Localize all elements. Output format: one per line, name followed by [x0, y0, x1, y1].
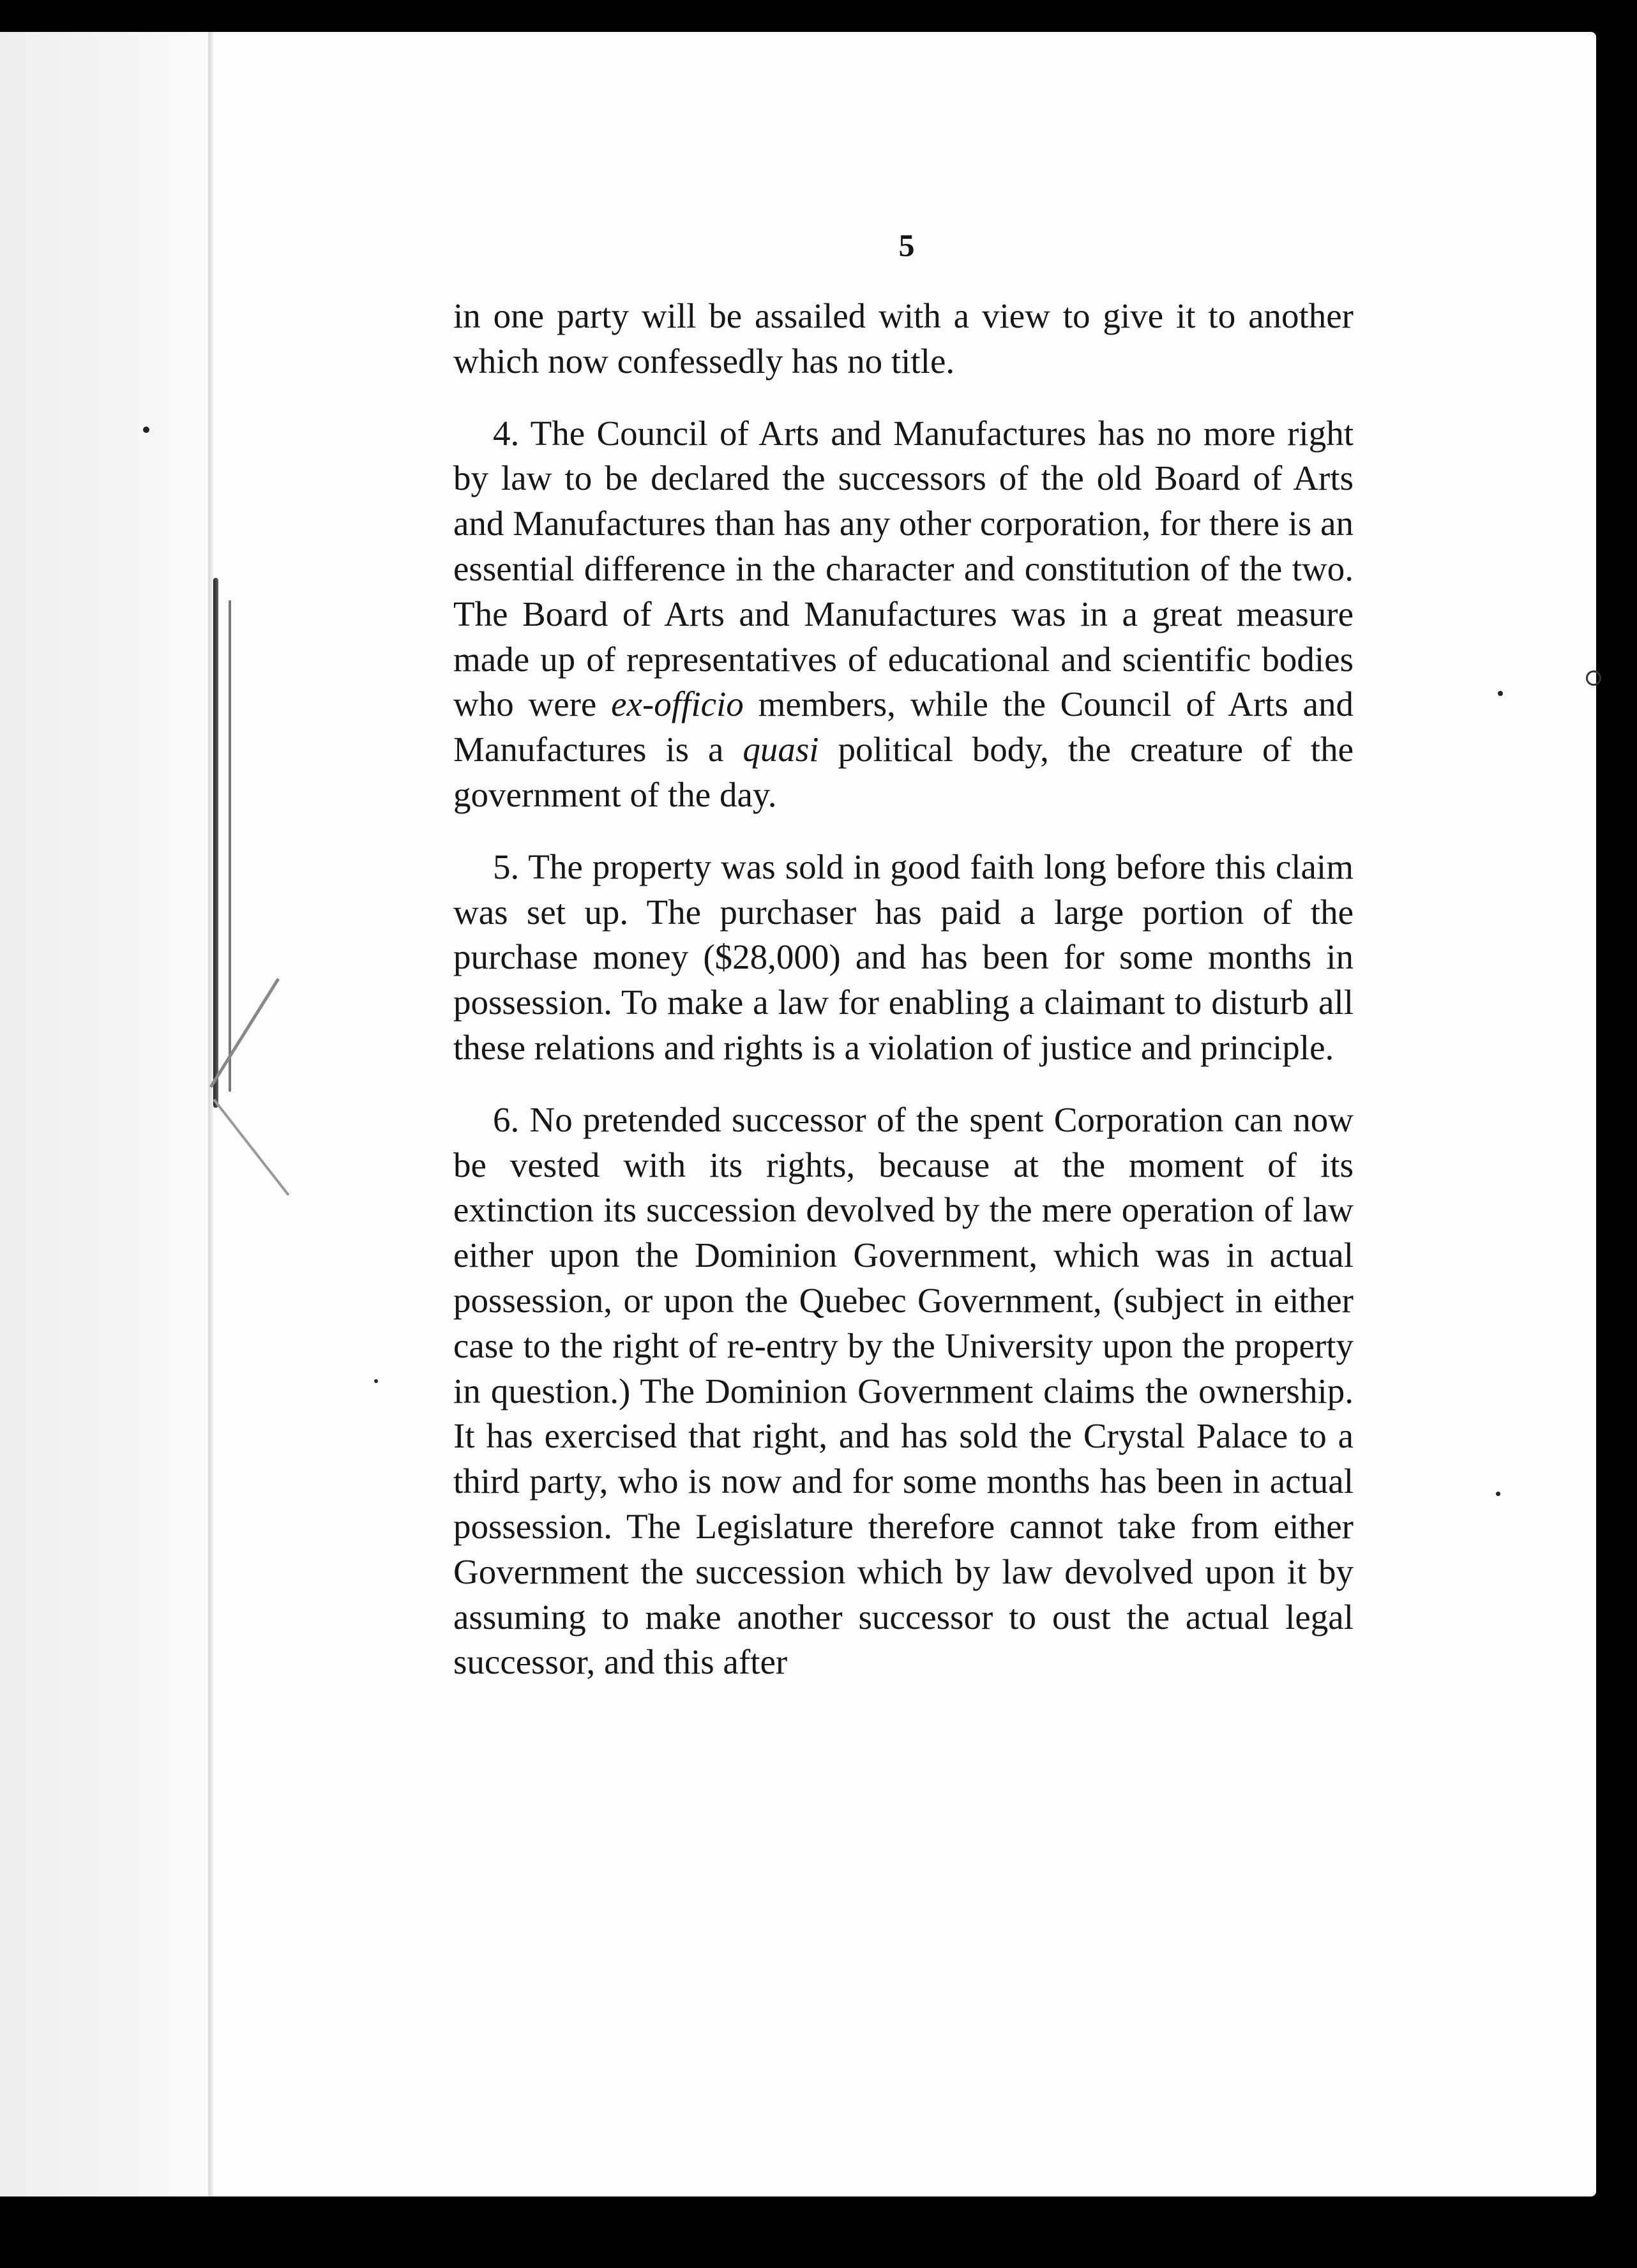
body-text: [453, 294, 1354, 1712]
page-gutter: [208, 32, 213, 2196]
italic-term: quasi: [743, 730, 819, 769]
scan-speck: [1496, 1492, 1500, 1496]
facing-page-edge: [0, 32, 211, 2196]
paragraph-point-5: 5. The property was sold in good faith long before this claim was set up. The purchaser has paid a large portion of the purchase money ($28,000) and has been for some months in possession. To make a law for enabling a claimant to disturb all these relations and rights is a violation of justice and principle.: [453, 847, 1354, 1067]
scan-bottom-border: [0, 2196, 1637, 2268]
italic-term: ex-officio: [611, 684, 744, 724]
scan-ring-mark: [1586, 670, 1601, 686]
paragraph-text: 4. The Council of Arts and Manufactures has no more right by law to be declared the successors of the old Board of Arts and Manufactures than has any other corporation, for there is an essential difference in the character and constitution of the two. The Board of Arts and Manufactures was in a great measure made up of representatives of educational and scientific bodies who were: [453, 413, 1354, 724]
paragraph-continuation: in one party will be assailed with a view to give it to another which now confessedly has no title.: [453, 296, 1354, 381]
paragraph-point-4: [453, 411, 1354, 818]
paragraph-text: members, while the Council of Arts and Manufactures is a: [453, 684, 1354, 769]
page-number: 5: [898, 227, 915, 263]
scan-speck: [374, 1379, 378, 1383]
paragraph-point-6: 6. No pretended successor of the spent Corporation can now be vested with its rights, because at the moment of its extinction its succession devolved by the mere operation of law either upon the Dominion Government, which was in actual possession, or upon the Quebec Government, (subject in either case to the right of re-entry by the University upon the property in question.) The Dominion Government claims the ownership. It has exercised that right, and has sold the Crystal Palace to a third party, who is now and for some months has been in actual possession. The Legislature therefore cannot take from either Government the succession which by law devolved upon it by assuming to make another successor to oust the actual legal successor, and this after: [453, 1100, 1354, 1682]
paragraph-text: political body, the creature of the government of the day.: [453, 730, 1354, 814]
scan-speck: [143, 427, 149, 433]
binding-fold-mark: [213, 578, 218, 1108]
binding-fold-mark-secondary: [229, 600, 231, 1092]
scan-speck: [1498, 691, 1503, 696]
